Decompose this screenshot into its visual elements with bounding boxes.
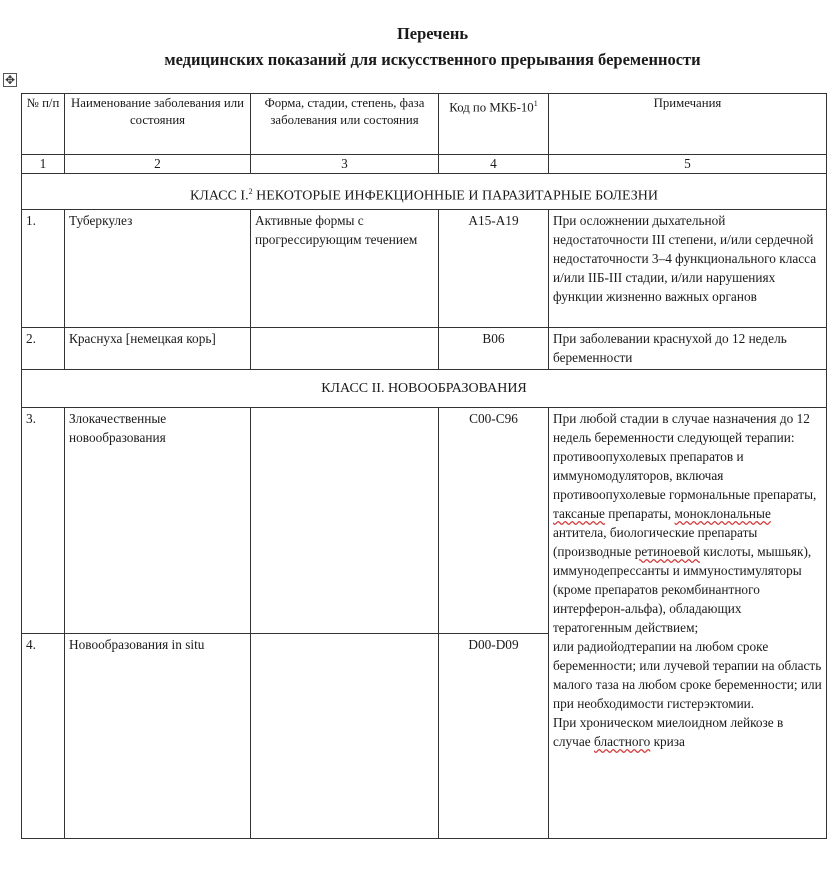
row-number: 2. — [22, 328, 65, 370]
class2-heading: КЛАСС II. НОВООБРАЗОВАНИЯ — [22, 370, 827, 408]
row-icd-code: D00-D09 — [439, 634, 549, 839]
row-number: 3. — [22, 408, 65, 634]
row-icd-code: С00-С96 — [439, 408, 549, 634]
row-icd-code: В06 — [439, 328, 549, 370]
class-row — [22, 174, 827, 210]
class1-heading: КЛАСС I.$^2$ НЕКОТОРЫЕ ИНФЕКЦИОННЫЕ И ПАРАЗИТАРНЫЕ БОЛЕЗНИ — [22, 174, 827, 210]
header-number: № п/п — [22, 94, 65, 155]
row-form — [251, 408, 439, 634]
column-number: 1 — [22, 155, 65, 174]
class-row — [22, 370, 827, 408]
column-number: 5 — [549, 155, 827, 174]
row-number: 1. — [22, 210, 65, 328]
table-move-handle-icon[interactable]: ✥ — [4, 73, 16, 87]
row-icd-code: А15-А19 — [439, 210, 549, 328]
row-disease-name: Туберкулез — [65, 210, 251, 328]
row-note-shared: При любой стадии в случае назначения до 12 недель беременности следующей терапии: противоопухолевых препаратов и иммуномодуляторов, включая противоопухолевые гормональные препараты, таксаные препараты, моноклональные антитела, биологические препараты (производные ретиноевой кислоты, мышьяк), иммунодепрессанты и иммуностимуляторы (кроме препаратов рекомбинантного интерферон-альфа), обладающих тератогенным действием; или радиойодтерапии на любом сроке беременности; или лучевой терапии на область малого таза на любом сроке беременности; или при необходимости гистерэктомии. При хроническом миелоидном лейкозе в случае бластного криза — [549, 408, 827, 839]
header-icd-code: Код по МКБ-$10^1$ — [439, 94, 549, 155]
row-disease-name: Злокачественные новообразования — [65, 408, 251, 634]
row-form — [251, 634, 439, 839]
document-subtitle: медицинских показаний для искусственного прерывания беременности — [164, 50, 701, 69]
row-note: При заболевании краснухой до 12 недель беременности — [549, 328, 827, 370]
table-row — [22, 408, 827, 634]
row-form — [251, 328, 439, 370]
table-row — [22, 210, 827, 328]
row-disease-name: Краснуха [немецкая корь] — [65, 328, 251, 370]
indications-table — [21, 93, 827, 839]
column-numbers-row — [22, 155, 827, 174]
column-number: 3 — [251, 155, 439, 174]
document-title: Перечень — [396, 24, 469, 43]
row-form: Активные формы с прогрессирующим течением — [251, 210, 439, 328]
header-form-stage: Форма, стадии, степень, фаза заболевания или состояния — [251, 94, 439, 155]
row-number: 4. — [22, 634, 65, 839]
header-notes: Примечания — [549, 94, 827, 155]
row-note: При осложнении дыхательной недостаточности III степени, и/или сердечной недостаточности 3–4 функционального класса и/или IIБ-III стадии, и/или нарушениях функции жизненно важных органов — [549, 210, 827, 328]
table-row — [22, 328, 827, 370]
column-number: 4 — [439, 155, 549, 174]
row-disease-name: Новообразования in situ — [65, 634, 251, 839]
header-disease-name: Наименование заболевания или состояния — [65, 94, 251, 155]
column-number: 2 — [65, 155, 251, 174]
table-header-row — [22, 94, 827, 155]
